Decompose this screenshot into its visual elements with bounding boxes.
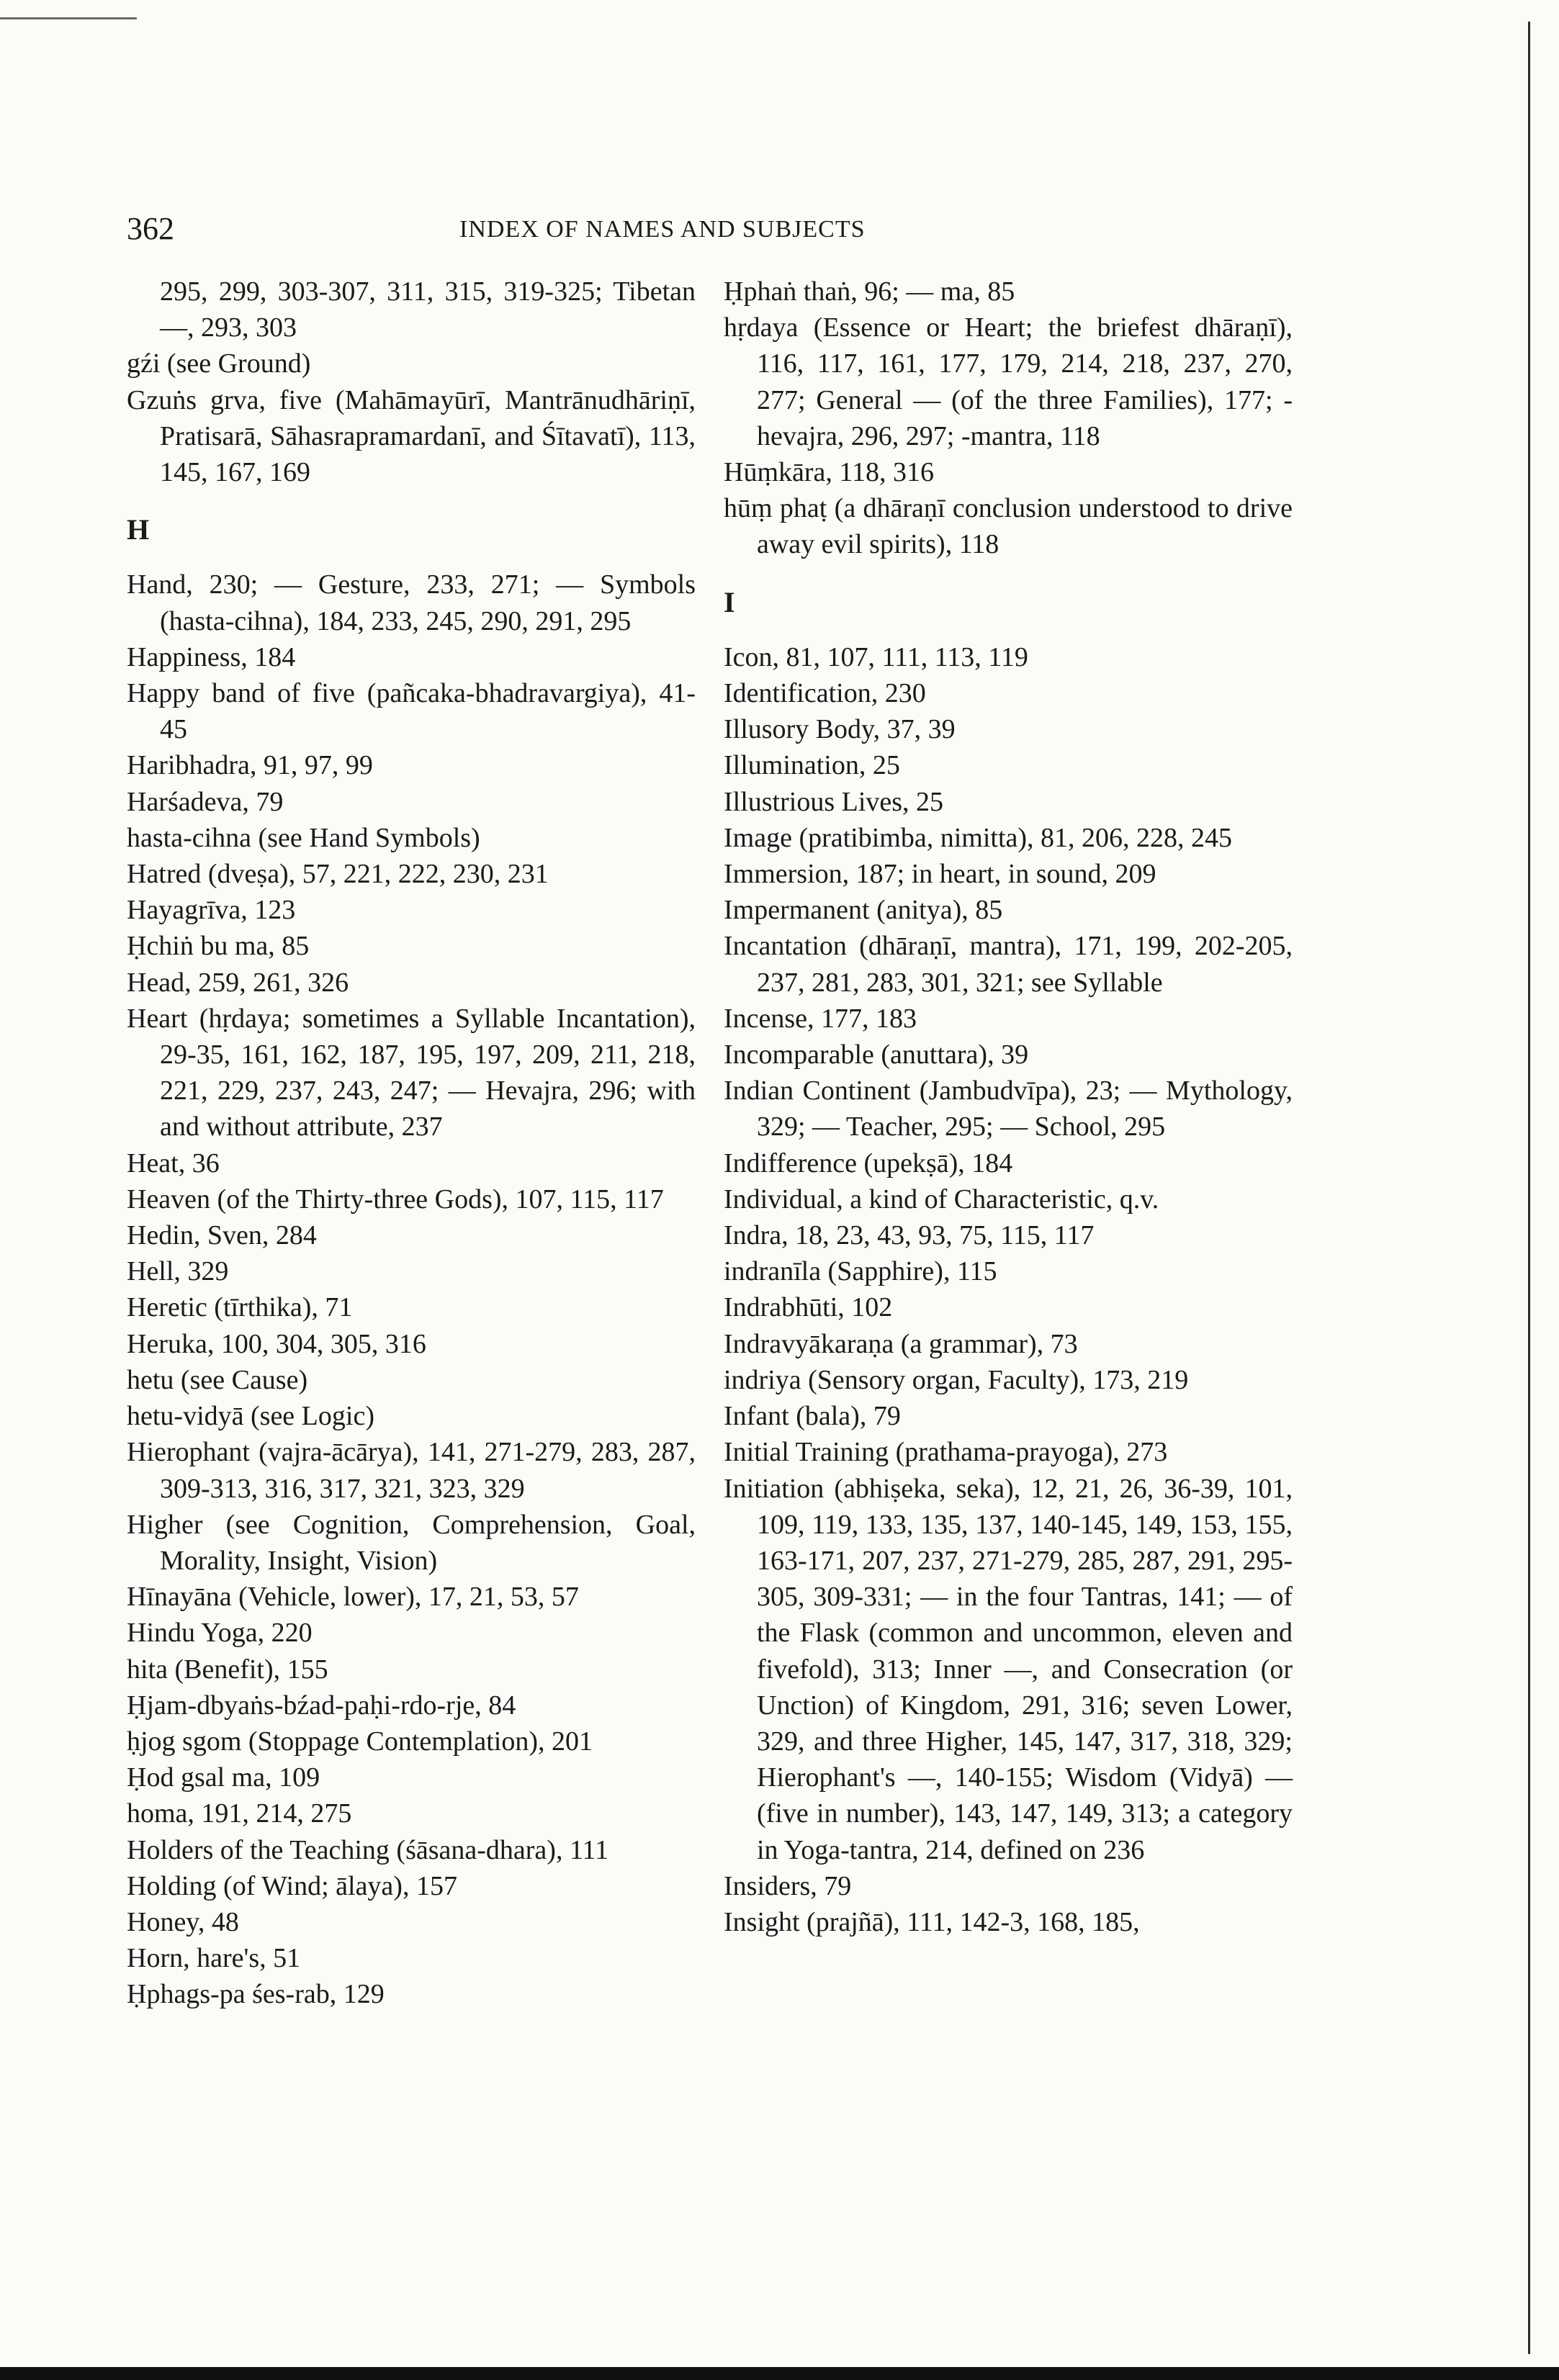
index-entry: Impermanent (anitya), 85 <box>724 895 1003 926</box>
index-entry: Higher (see Cognition, Comprehension, Goal, Morality, Insight, Vision) <box>127 1509 696 1576</box>
section-letter-i: I <box>724 585 735 618</box>
scan-artifact-line <box>0 17 137 19</box>
page-edge-shadow <box>1528 22 1530 2354</box>
page-number: 362 <box>127 211 174 246</box>
index-entry: Immersion, 187; in heart, in sound, 209 <box>724 859 1156 890</box>
index-entry: Incomparable (anuttara), 39 <box>724 1040 1029 1070</box>
index-entry: hita (Benefit), 155 <box>127 1654 328 1685</box>
index-entry: Hedin, Sven, 284 <box>127 1220 317 1251</box>
index-entry: Indrabhūti, 102 <box>724 1292 893 1323</box>
index-entry: indranīla (Sapphire), 115 <box>724 1256 997 1287</box>
index-entry: Heat, 36 <box>127 1148 220 1178</box>
index-entry: Head, 259, 261, 326 <box>127 967 349 998</box>
index-entry: ḥjog sgom (Stoppage Contemplation), 201 <box>127 1726 593 1757</box>
index-entry: Heaven (of the Thirty-three Gods), 107, 115, 117 <box>127 1184 664 1214</box>
index-entry: Horn, hare's, 51 <box>127 1943 301 1974</box>
page-header <box>127 210 948 253</box>
index-entry: Haribhadra, 91, 97, 99 <box>127 750 373 781</box>
index-entry: Honey, 48 <box>127 1906 239 1937</box>
index-entry: hṛdaya (Essence or Heart; the briefest dhāraṇī), 116, 117, 161, 177, 179, 214, 218, 237, 270, 277; General — (of the three Families), 177; -hevajra, 296, 297; -mantra, 118 <box>724 312 1293 451</box>
index-entry: 295, 299, 303-307, 311, 315, 319-325; Tibetan —, 293, 303 <box>160 276 696 343</box>
index-entry: Indifference (upekṣā), 184 <box>724 1148 1013 1178</box>
index-entry: Initial Training (prathama-prayoga), 273 <box>724 1437 1168 1468</box>
index-entry: Image (pratibimba, nimitta), 81, 206, 228, 245 <box>724 822 1233 853</box>
index-entry: Ḥchiṅ bu ma, 85 <box>127 931 310 962</box>
index-entry: Hatred (dveṣa), 57, 221, 222, 230, 231 <box>127 859 549 890</box>
index-entry: Hayagrīva, 123 <box>127 895 296 926</box>
index-entry: Indravyākaraṇa (a grammar), 73 <box>724 1328 1078 1359</box>
running-head: INDEX OF NAMES AND SUBJECTS <box>459 216 866 243</box>
index-entry: gźi (see Ground) <box>127 348 311 379</box>
index-entry: Heruka, 100, 304, 305, 316 <box>127 1328 426 1359</box>
index-entry: Illumination, 25 <box>724 750 900 781</box>
index-entry: Happiness, 184 <box>127 641 296 672</box>
index-entry: Incense, 177, 183 <box>724 1003 917 1034</box>
index-entry: Incantation (dhāraṇī, mantra), 171, 199, 202-205, 237, 281, 283, 301, 321; see Syllable <box>724 931 1293 998</box>
index-entry: Illustrious Lives, 25 <box>724 786 944 817</box>
index-entry: Ḥjam-dbyaṅs-bźad-paḥi-rdo-rje, 84 <box>127 1690 516 1721</box>
index-entry: Ḥphaṅ thaṅ, 96; — ma, 85 <box>724 276 1015 307</box>
index-entry: Infant (bala), 79 <box>724 1401 901 1432</box>
index-entry: hasta-cihna (see Hand Symbols) <box>127 822 480 853</box>
index-entry: indriya (Sensory organ, Faculty), 173, 219 <box>724 1364 1189 1395</box>
index-entry: Happy band of five (pañcaka-bhadravargiya), 41-45 <box>127 678 696 745</box>
index-entry: Individual, a kind of Characteristic, q.v. <box>724 1184 1159 1214</box>
index-entry: hūṃ phaṭ (a dhāraṇī conclusion understood to drive away evil spirits), 118 <box>724 493 1293 560</box>
index-entry: Indian Continent (Jambudvīpa), 23; — Mythology, 329; — Teacher, 295; — School, 295 <box>724 1076 1293 1142</box>
index-entry: Gzuṅs grva, five (Mahāmayūrī, Mantrānudhāriṇī, Pratisarā, Sāhasrapramardanī, and Śītavatī), 113, 145, 167, 169 <box>127 384 696 488</box>
index-entry: Harśadeva, 79 <box>127 786 284 817</box>
index-entry: hetu-vidyā (see Logic) <box>127 1401 374 1432</box>
index-column-left <box>127 274 696 2013</box>
index-entry: Icon, 81, 107, 111, 113, 119 <box>724 641 1028 672</box>
index-entry: Insiders, 79 <box>724 1870 852 1901</box>
index-entry: Insight (prajñā), 111, 142-3, 168, 185, <box>724 1906 1140 1937</box>
index-entry: Holders of the Teaching (śāsana-dhara), 111 <box>127 1834 609 1865</box>
index-entry: Ḥphags-pa śes-rab, 129 <box>127 1979 385 2010</box>
index-entry: Hierophant (vajra-ācārya), 141, 271-279, 283, 287, 309-313, 316, 317, 321, 323, 329 <box>127 1437 696 1504</box>
section-letter-h: H <box>127 513 150 546</box>
index-entry: Ḥod gsal ma, 109 <box>127 1762 320 1793</box>
index-column-right <box>724 274 1293 1940</box>
index-entry: Heretic (tīrthika), 71 <box>127 1292 353 1323</box>
index-entry: Indra, 18, 23, 43, 93, 75, 115, 117 <box>724 1220 1095 1251</box>
index-entry: hetu (see Cause) <box>127 1364 308 1395</box>
page-bottom-edge <box>0 2367 1559 2380</box>
index-entry: Heart (hṛdaya; sometimes a Syllable Incantation), 29-35, 161, 162, 187, 195, 197, 209, 211, 218, 221, 229, 237, 243, 247; — Hevajra, 296; with and without attribute, 237 <box>127 1003 696 1142</box>
index-entry: Hīnayāna (Vehicle, lower), 17, 21, 53, 57 <box>127 1582 579 1613</box>
index-entry: Illusory Body, 37, 39 <box>724 714 956 745</box>
index-entry: Hindu Yoga, 220 <box>127 1618 313 1649</box>
index-entry: Hūṃkāra, 118, 316 <box>724 457 934 488</box>
index-entry: Hell, 329 <box>127 1256 229 1287</box>
index-entry: Identification, 230 <box>724 678 926 709</box>
index-entry: Initiation (abhiṣeka, seka), 12, 21, 26, 36-39, 101, 109, 119, 133, 135, 137, 140-145, 149, 153, 155, 163-171, 207, 237, 271-279, 285, 287, 291, 295-305, 309-331; — in the four Tantras, 141; — of the Flask (common and uncommon, eleven and fivefold), 313; Inner —, and Consecration (or Unction) of Kingdom, 291, 316; seven Lower, 329, and three Higher, 145, 147, 317, 318, 329; Hierophant's —, 140-155; Wisdom (Vidyā) — (five in number), 143, 147, 149, 313; a category in Yoga-tantra, 214, defined on 236 <box>724 1473 1293 1865</box>
index-entry: Hand, 230; — Gesture, 233, 271; — Symbols (hasta-cihna), 184, 233, 245, 290, 291, 295 <box>127 569 696 636</box>
index-entry: homa, 191, 214, 275 <box>127 1798 352 1829</box>
index-entry: Holding (of Wind; ālaya), 157 <box>127 1870 457 1901</box>
